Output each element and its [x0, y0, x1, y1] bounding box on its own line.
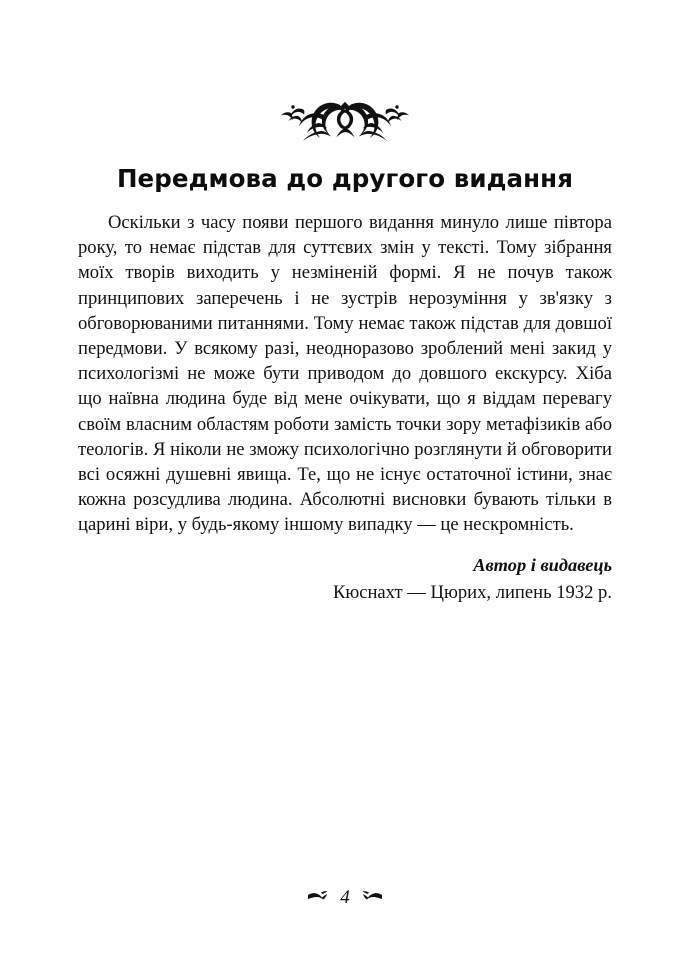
signature-author: Автор і видавець — [473, 555, 612, 575]
body-text-block — [78, 210, 612, 538]
floral-vignette-ornament — [265, 95, 425, 141]
page-title: Передмова до другого видання — [116, 164, 574, 194]
header-ornament — [0, 92, 690, 144]
leaf-flourish-icon — [307, 891, 329, 904]
signature-block — [78, 552, 612, 607]
signature-place-date: Кюснахт — Цюрих, липень 1932 р. — [332, 582, 612, 603]
page-number: 4 — [340, 886, 350, 908]
preface-paragraph: Оскільки з часу появи першого видання минуло лише півтора року, то немає підстав для суттєвих змін у тексті. Тому зібрання моїх творів виходить у незміненій формі. Я не почув також принципових заперечень і не зустрів нерозуміння у зв'язку з обговорюваними питаннями. Тому немає також підстав для довшої передмови. У всякому разі, неодноразово зроблений мені закид у психологізмі не може бути приводом до довшого екскурсу. Хіба що наївна людина буде від мене очікувати, що я віддам перевагу своїм власним областям роботи замість точки зору метафізиків або теологів. Я ніколи не зможу психологічно розглянути й обговорити всі осяжні душевні явища. Те, що не існує остаточної істини, знає кожна розсудлива людина. Абсолютні висновки бувають тільки в царині віри, у будь-якому іншому випадку — це нескромність. — [78, 212, 612, 536]
page-footer — [0, 884, 690, 910]
leaf-flourish-icon — [361, 891, 383, 904]
